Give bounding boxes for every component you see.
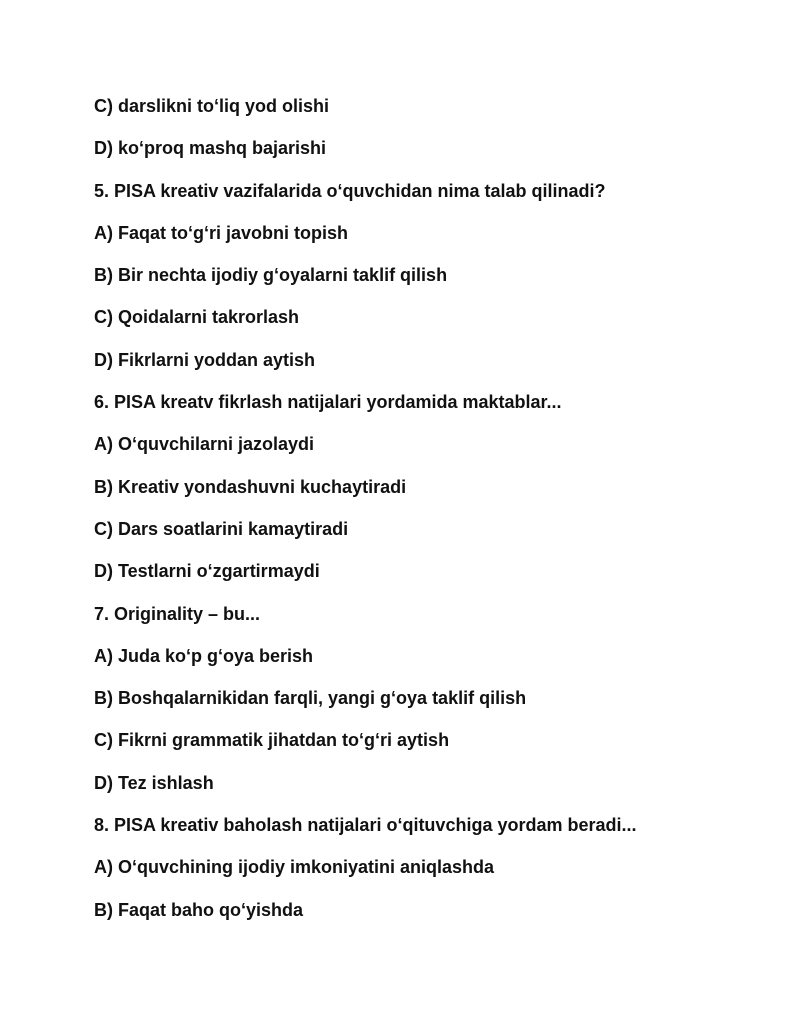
option-line: D) Tez ishlash xyxy=(94,772,214,793)
option-line: A) O‘quvchining ijodiy imkoniyatini aniqlashda xyxy=(94,857,495,878)
question-line: 6. PISA kreatv fikrlash natijalari yordamida maktablar... xyxy=(94,392,562,413)
option-line: C) darslikni to‘liq yod olishi xyxy=(94,96,330,116)
option-line: C) Fikrni grammatik jihatdan to‘g‘ri aytish xyxy=(94,730,450,751)
question-list xyxy=(94,92,774,938)
option-line: C) Dars soatlarini kamaytiradi xyxy=(94,518,349,539)
option-line: D) Testlarni o‘zgartirmaydi xyxy=(94,561,320,582)
option-line: D) Fikrlarni yoddan aytish xyxy=(94,349,316,370)
option-line: A) O‘quvchilarni jazolaydi xyxy=(94,434,315,455)
option-line: A) Juda ko‘p g‘oya berish xyxy=(94,645,314,666)
option-line: D) ko‘proq mashq bajarishi xyxy=(94,138,327,159)
question-line: 8. PISA kreativ baholash natijalari o‘qituvchiga yordam beradi... xyxy=(94,815,637,836)
option-line: B) Kreativ yondashuvni kuchaytiradi xyxy=(94,476,407,497)
question-line: 5. PISA kreativ vazifalarida o‘quvchidan nima talab qilinadi? xyxy=(94,180,606,201)
option-line: B) Bir nechta ijodiy g‘oyalarni taklif qilish xyxy=(94,265,448,286)
question-line: 7. Originality – bu... xyxy=(94,603,261,624)
option-line: B) Faqat baho qo‘yishda xyxy=(94,899,304,920)
option-line: A) Faqat to‘g‘ri javobni topish xyxy=(94,222,348,243)
option-line: C) Qoidalarni takrorlash xyxy=(94,307,300,328)
option-line: B) Boshqalarnikidan farqli, yangi g‘oya taklif qilish xyxy=(94,688,527,709)
